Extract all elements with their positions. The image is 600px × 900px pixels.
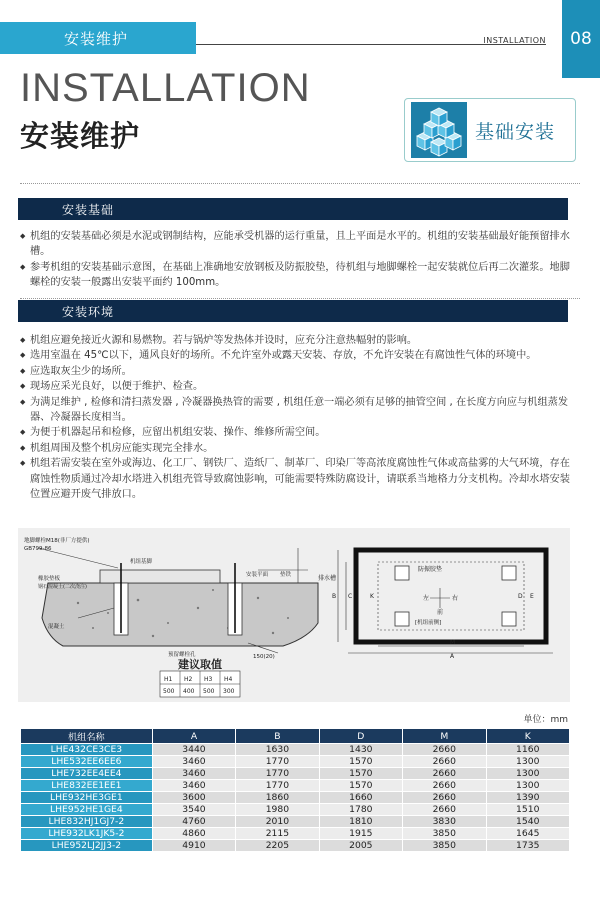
dimension-cell: 1570: [319, 756, 402, 768]
dimension-cell: 1770: [236, 756, 319, 768]
washer-label: 安装平面: [246, 572, 269, 578]
dimension-cell: 2115: [236, 828, 319, 840]
dimension-cell: 1540: [486, 816, 570, 828]
list-item: ◆ 机组若需安装在室外或海边、化工厂、钢铁厂、造纸厂、制革厂、印染厂等高浓度腐蚀性气体或高盐雾的大气环境，存在腐蚀性物质通过冷却水塔进入机组壳管导致腐蚀影响，可能需要特殊防腐设计，请联系当地格力分支机构。冷却水塔安装位置应避开废气排放口。: [20, 456, 572, 502]
divider: [20, 183, 580, 184]
header-tab-label: 安装维护: [64, 29, 129, 48]
list-item: ◆ 机组周围及整个机房应能实现完全排水。: [20, 441, 572, 456]
bolt-hole-label: 预留螺栓孔: [168, 652, 196, 658]
section-title: 安装环境: [62, 304, 115, 319]
dimension-cell: 2660: [403, 804, 486, 816]
dimension-cell: 1810: [319, 816, 402, 828]
dim-k: K: [370, 593, 374, 600]
dimension-cell: 1630: [236, 744, 319, 756]
dim-label: 150(20): [253, 654, 275, 660]
table-row: [21, 804, 570, 816]
table-row: [21, 792, 570, 804]
dim-b: B: [332, 593, 337, 600]
dimension-cell: 1645: [486, 828, 570, 840]
h3-value: 500: [203, 688, 215, 695]
dimension-cell: 2010: [236, 816, 319, 828]
dimension-cell: 3600: [152, 792, 235, 804]
column-header: B: [236, 729, 319, 744]
dimension-cell: 1570: [319, 780, 402, 792]
dimension-cell: 1300: [486, 756, 570, 768]
section-title: 安装基础: [62, 202, 115, 217]
foundation-badge: [404, 98, 576, 162]
standard-label: GB799-86: [24, 546, 52, 552]
badge-label: 基础安装: [475, 120, 556, 143]
model-name-cell: LHE832EE1EE1: [21, 780, 153, 792]
dimension-cell: 1510: [486, 804, 570, 816]
dimension-cell: 2660: [403, 768, 486, 780]
dimension-cell: 1980: [236, 804, 319, 816]
unit-base-label: 机组基脚: [130, 559, 153, 565]
dimension-cell: 1915: [319, 828, 402, 840]
dimension-cell: 2660: [403, 756, 486, 768]
dim-c: D: [518, 593, 523, 600]
table-row: [21, 816, 570, 828]
bolt-label: 地脚螺栓M18(非厂方提供): [24, 538, 90, 544]
pad-label: 橡胶垫板: [38, 576, 61, 582]
list-item: ◆ 应选取灰尘少的场所。: [20, 364, 572, 379]
dimension-cell: 3460: [152, 768, 235, 780]
h1-label: H1: [164, 676, 173, 683]
divider: [20, 298, 580, 299]
dimension-cell: 2660: [403, 744, 486, 756]
list-item: ◆ 选用室温在 45℃以下，通风良好的场所。不允许室外或露天安装、存放，不允许安装在有腐蚀性气体的环境中。: [20, 348, 572, 363]
model-name-cell: LHE732EE4EE4: [21, 768, 153, 780]
model-name-cell: LHE952HE1GE4: [21, 804, 153, 816]
h4-label: H4: [224, 676, 233, 683]
page-number: 08: [562, 0, 600, 78]
dimension-cell: 1300: [486, 780, 570, 792]
h3-label: H3: [204, 676, 213, 683]
dimension-cell: 3460: [152, 756, 235, 768]
dimension-cell: 2205: [236, 840, 319, 852]
dimension-cell: 3830: [403, 816, 486, 828]
slab-label: 钢石混凝土(二次浇注): [38, 584, 87, 590]
dimension-cell: 1430: [319, 744, 402, 756]
dimension-cell: 1570: [319, 768, 402, 780]
column-header: 机组名称: [21, 729, 153, 744]
dimension-cell: 1770: [236, 780, 319, 792]
section-bar-environment: [18, 300, 568, 322]
dimension-cell: 3440: [152, 744, 235, 756]
foundation-diagram-svg: [18, 528, 570, 702]
table-row: [21, 744, 570, 756]
iron-plate-label: 垫铁: [280, 572, 292, 578]
dimension-table: [20, 728, 570, 852]
recommended-values-title: 建议取值: [178, 658, 222, 671]
dimension-cell: 1390: [486, 792, 570, 804]
dimension-cell: 1160: [486, 744, 570, 756]
foundation-diagram: [18, 528, 570, 702]
column-header: K: [486, 729, 570, 744]
plan-view-drawing: [318, 550, 553, 660]
h-values-table: [160, 671, 240, 697]
list-item: ◆ 为满足维护 , 检修和清扫蒸发器 , 冷凝器换热管的需要 , 机组任意一端必须有足够的抽管空间 , 在长度方向应与机组蒸发器、冷凝器长度相当。: [20, 395, 572, 426]
page-title-cn: 安装维护: [20, 119, 141, 153]
page-title-en: INSTALLATION: [20, 66, 311, 110]
dimension-cell: 1660: [319, 792, 402, 804]
table-row: [21, 768, 570, 780]
column-header: M: [403, 729, 486, 744]
dim-e: E: [530, 593, 534, 600]
list-item: ◆ 机组应避免接近火源和易燃物。若与锅炉等发热体并设时，应充分注意热幅射的影响。: [20, 333, 572, 348]
model-name-cell: LHE932LK1JK5-2: [21, 828, 153, 840]
dim-a: A: [450, 653, 455, 660]
table-row: [21, 756, 570, 768]
dimension-cell: 1770: [236, 768, 319, 780]
h1-value: 500: [163, 688, 175, 695]
dimension-cell: 1735: [486, 840, 570, 852]
dimension-cell: 3850: [403, 840, 486, 852]
dim-d: C: [348, 593, 353, 600]
dir-right: 右: [452, 595, 459, 602]
list-item: ◆ 参考机组的安装基础示意图，在基础上准确地安放钢板及防振胶垫，待机组与地脚螺栓一起安装就位后再二次灌浆。地脚螺栓的安装一般露出安装平面约 100mm。: [20, 260, 572, 291]
dim-m: M: [450, 639, 456, 646]
drain-label: 排水槽: [318, 575, 337, 582]
dimension-cell: 1860: [236, 792, 319, 804]
h2-label: H2: [184, 676, 193, 683]
header-section-label: INSTALLATION: [483, 36, 546, 45]
dir-front: 前: [437, 609, 444, 616]
cross-section-drawing: [24, 536, 318, 660]
column-header: A: [152, 729, 235, 744]
dimension-cell: 1300: [486, 768, 570, 780]
list-item: ◆ 为便于机器起吊和检修，应留出机组安装、操作、维修所需空间。: [20, 425, 572, 440]
section-bar-foundation: [18, 198, 568, 220]
table-row: [21, 780, 570, 792]
dimension-cell: 3540: [152, 804, 235, 816]
dimension-cell: 4860: [152, 828, 235, 840]
foundation-bullets: [20, 229, 572, 291]
table-row: [21, 828, 570, 840]
environment-bullets: [20, 333, 572, 502]
pad-label-plan: 防振胶垫: [418, 566, 443, 573]
header-tab: [0, 22, 196, 54]
dimension-cell: 2660: [403, 792, 486, 804]
dimension-cell: 4910: [152, 840, 235, 852]
h4-value: 300: [223, 688, 235, 695]
model-name-cell: LHE532EE6EE6: [21, 756, 153, 768]
model-name-cell: LHE432CE3CE3: [21, 744, 153, 756]
h2-value: 400: [183, 688, 195, 695]
dimension-cell: 3460: [152, 780, 235, 792]
model-name-cell: LHE952LJ2JJ3-2: [21, 840, 153, 852]
table-row: [21, 840, 570, 852]
concrete-label: 混凝土: [48, 624, 65, 630]
model-name-cell: LHE932HE3GE1: [21, 792, 153, 804]
table-header-row: [21, 729, 570, 744]
dimension-cell: 3850: [403, 828, 486, 840]
dimension-cell: 2660: [403, 780, 486, 792]
dimension-cell: 4760: [152, 816, 235, 828]
table-body: [21, 744, 570, 852]
model-name-cell: LHE832HJ1GJ7-2: [21, 816, 153, 828]
dimension-cell: 2005: [319, 840, 402, 852]
list-item: ◆ 机组的安装基础必须是水泥或钢制结构，应能承受机器的运行重量，且上平面是水平的。机组的安装基础最好能预留排水槽。: [20, 229, 572, 260]
list-item: ◆ 现场应采光良好，以便于维护、检查。: [20, 379, 572, 394]
front-label: [机组前侧]: [415, 620, 442, 626]
stacked-cubes-icon: [411, 102, 467, 158]
column-header: D: [319, 729, 402, 744]
dir-left: 左: [423, 595, 430, 602]
dimension-cell: 1780: [319, 804, 402, 816]
unit-label: 单位：mm: [523, 715, 568, 725]
